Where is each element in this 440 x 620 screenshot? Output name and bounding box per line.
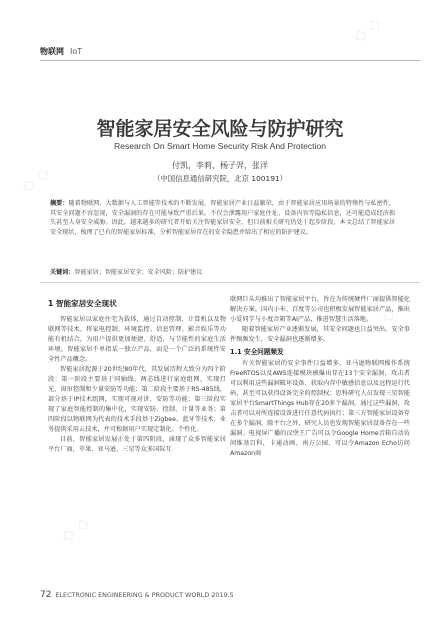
author-affiliation: （中国信息通信研究院，北京 100191） <box>152 174 288 183</box>
keywords-label: 关键词： <box>50 269 75 276</box>
abstract <box>50 199 395 237</box>
subsection-heading: 1.1 安全问题频发 <box>230 348 284 356</box>
body-paragraph: 目前，智能家居发展正处于第四阶段，涌现了众多智能家居平台厂商，苹果、亚马逊、三星等众多国际互 <box>48 436 226 453</box>
page-footer <box>40 590 234 600</box>
watermark-mark: ◇ ◇ <box>377 293 413 326</box>
left-column <box>48 295 226 455</box>
body-paragraph: 联网巨头均推出了智能家居平台，旨在为传统硬件厂商提供智能化解决方案。国内小米、百度等公司也积极发展智能家居产品，推出小爱同学与小度音箱等AI产品，推进智慧生活落地。 <box>230 296 410 323</box>
section-divider <box>40 282 420 283</box>
watermark-mark: ◇ ◇ <box>17 163 53 196</box>
keywords-text: 智能家居；智能家居安全；安全风险；防护建议 <box>74 269 203 276</box>
column-header <box>40 46 82 57</box>
article-title-english: Research On Smart Home Security Risk And Protection <box>113 141 327 151</box>
section-heading: 1 智能家居安全现状 <box>48 299 117 308</box>
watermark-mark: ◇ ◇ <box>349 13 385 46</box>
page-number: 72 <box>40 590 52 600</box>
abstract-label: 摘要： <box>50 200 69 207</box>
right-column <box>230 295 410 459</box>
keywords <box>50 267 395 276</box>
column-name: 物联网 <box>40 47 64 56</box>
body-paragraph: 智能家居以家庭住宅为载体，通过自动控制、计算机以及物联网等技术，将家电控制、环境监控、信息管理、影音娱乐等功能有机结合，为用户提供更加便捷、舒适、与节能性的家庭生活环境。智能家居不单指某一独立产品，而是一个广泛的系统性安全性产品概念。 <box>48 316 226 363</box>
body-paragraph: 智能家居起源于20世纪80年代，其发展历程大致分为四个阶段：第一阶段主要基于同轴线、两芯线进行家庭组网，实现灯光、窗帘控制和少量安防等功能；第二阶段主要基于RS-485线，部分基于IP技术组网，实现可视对讲、安防等功能；第三阶段实现了家庭智能控制的集中化，实现安防、控制、计量等业务；第四阶段以物联网为代表的技术手段基于Zigbee、蓝牙等技术，业务提供采用云技术，并可根据用户实现定制化、个性化。 <box>48 366 226 433</box>
watermark-mark: ◇ ◇ <box>57 513 93 546</box>
journal-name: ELECTRONIC ENGINEERING & PRODUCT WORLD 2019.5 <box>55 591 234 599</box>
header-divider <box>40 60 420 61</box>
body-paragraph: 随着智能家居产业逐渐发展，其安全问题也日益突出，安全事件频频发生，安全漏洞也逐渐增多。 <box>230 326 410 343</box>
abstract-text: 随着物联网、大数据与人工智能等技术的不断发展，智能家居产业日益繁荣，由于智能家居应用场景的特殊性与私密性，其安全问题不容忽视，安全漏洞的存在可能导致严重后果。不仅会泄露用户家庭住址、设备内容等隐私信息，还可能造成经济损失甚至人身安全威胁。因此，越来越多的研究者开始关注智能家居安全，但目前相关研究仍处于起步阶段，本文总结了智能家居安全现状，梳理了已有的智能家居标准，分析智能家居存在的安全隐患并给出了相应的防护建议。 <box>50 200 396 236</box>
column-subname: IoT <box>70 47 83 56</box>
article-title: 智能家居安全风险与防护研究 <box>96 118 344 140</box>
author-list: 付凯，李莉，杨子羿，张洋 <box>172 161 268 170</box>
body-paragraph: 有关智能家居的安全事件日益增多，亚马逊物联网操作系统FreeRTOS以及AWS连接模块被爆出存在13个安全漏洞，攻击者可以利用这些漏洞破坏设备、获取内存中敏感信息以及远程运行代码，甚至可以获得设备完全的控制权；思科研究人员发现三星智能家居平台SmartThings Hub存在20多个漏洞，通过这些漏洞，攻击者可以对所连接设备进行任意代码执行；第三方智能家居设备存在多个漏洞，除平台之外，研究人员也发现智能家居设备存在一些漏洞。电视屏广播的汉堡王广告可以令Google Home音箱自动访问维基百科，卡通动画、南方公园、可以令Amazon Echo访问Amazon商 <box>230 360 410 457</box>
